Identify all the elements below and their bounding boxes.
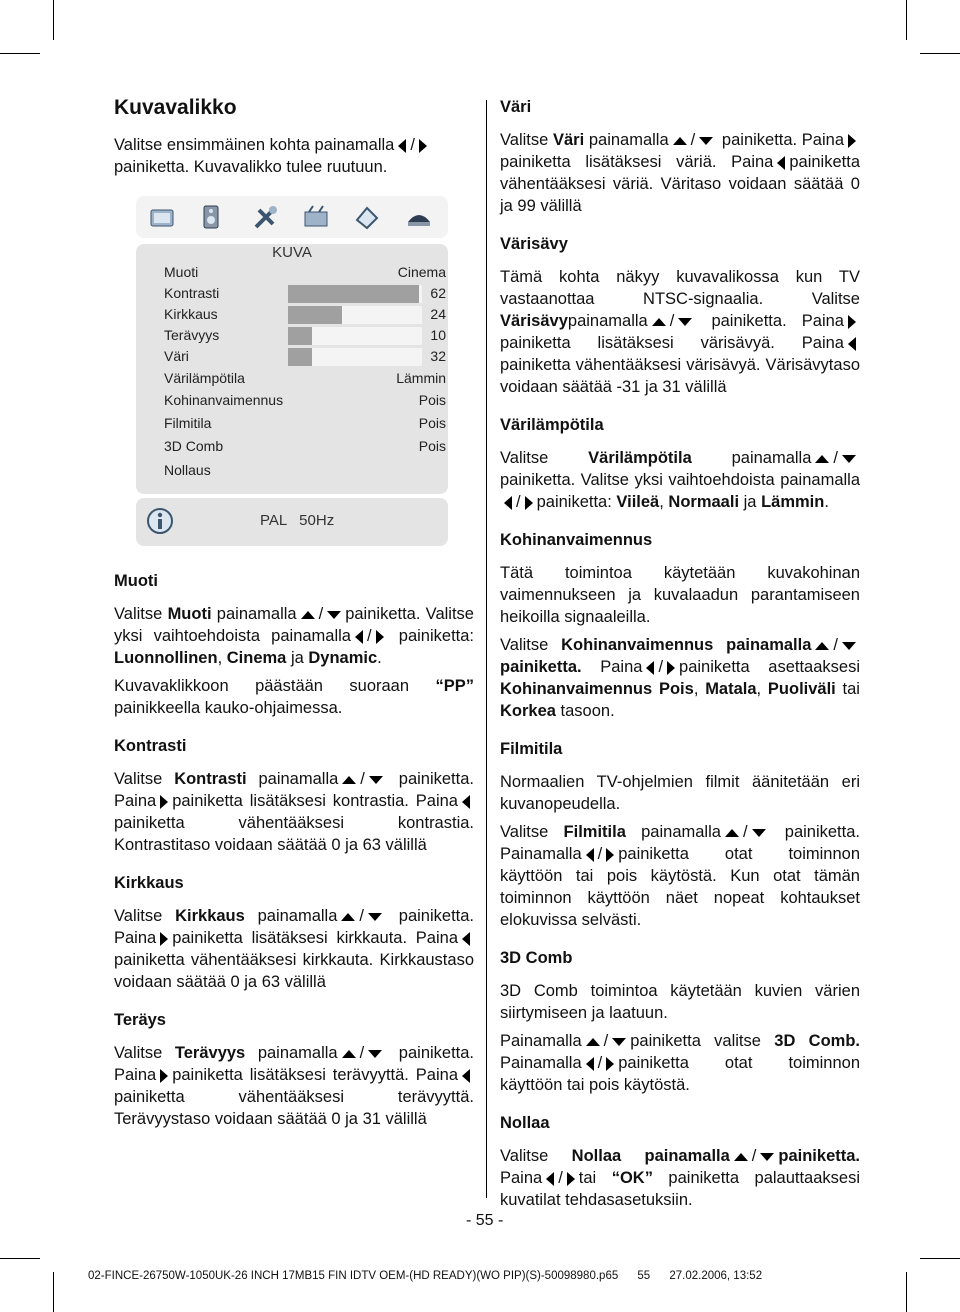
left-arrow-icon: [777, 156, 785, 170]
down-arrow-icon: [327, 611, 341, 619]
picture-menu-screenshot: [136, 196, 448, 546]
right-arrow-icon: [606, 1057, 614, 1071]
menu-row[interactable]: [164, 348, 446, 368]
menu-row[interactable]: [164, 438, 446, 458]
install-icon: [404, 202, 434, 232]
menu-row-value: Pois: [418, 392, 446, 408]
section-heading-kontrasti: Kontrasti: [114, 737, 187, 755]
section-heading-filmitila: Filmitila: [500, 740, 563, 758]
right-arrow-icon: [160, 932, 168, 946]
vari-paragraph: Valitse Väri painamalla / painiketta. Painapainiketta lisätäksesi väriä. Paina painiketta vähentääksesi väriä. Väritaso voidaan säätää 0 ja 99 välillä: [500, 131, 860, 215]
varisavy-paragraph: Tämä kohta näkyy kuvavalikossa kun TV vastaanottaa NTSC-signaalia. Valitse Värisävypainamalla / painiketta. Painapainiketta lisätäksesi värisävyä. Painapainiketta vähentääksesi värisävyä. Värisävytaso voidaan säätää -31 ja 31 välillä: [500, 268, 860, 396]
up-arrow-icon: [586, 1038, 600, 1046]
level-bar-fill: [288, 285, 419, 303]
menu-row[interactable]: [164, 264, 446, 284]
kirkkaus-paragraph: Valitse Kirkkaus painamalla / painiketta. Paina painiketta lisätäksesi kirkkauta. Painapainiketta vähentääksesi kirkkauta. Kirkkaustaso voidaan säätää 0 ja 63 välillä: [114, 907, 474, 991]
menu-row-label: Väri: [164, 348, 189, 364]
right-arrow-icon: [848, 134, 856, 148]
up-arrow-icon: [815, 455, 829, 463]
filmitila-paragraph-1: Normaalien TV-ohjelmien filmit äänitetään eri kuvanopeudella.: [500, 773, 860, 813]
menu-row-value: 62: [430, 285, 446, 301]
level-bar-fill: [288, 327, 312, 345]
muoti-paragraph-1: Valitse Muoti painamalla / painiketta. Valitse yksi vaihtoehdoista painamalla / painiketta: Luonnollinen, Cinema ja Dynamic.: [114, 605, 474, 667]
menu-row-value: Lämmin: [396, 370, 446, 386]
menu-row-value: 32: [430, 348, 446, 364]
down-arrow-icon: [678, 318, 692, 326]
section-heading-kirkkaus: Kirkkaus: [114, 874, 184, 892]
menu-row-value: Cinema: [397, 264, 446, 280]
section-heading-nollaa: Nollaa: [500, 1114, 550, 1132]
menu-row-label: Kontrasti: [164, 285, 220, 301]
page-title: Kuvavalikko: [114, 96, 237, 119]
right-arrow-icon: [567, 1172, 575, 1186]
up-arrow-icon: [301, 611, 315, 619]
menu-row[interactable]: [164, 306, 446, 326]
down-arrow-icon: [368, 913, 382, 921]
left-arrow-icon: [848, 337, 856, 351]
up-arrow-icon: [342, 776, 356, 784]
menu-row-value: 24: [430, 306, 446, 322]
menu-title: KUVA: [272, 244, 312, 261]
up-arrow-icon: [342, 1050, 356, 1058]
section-heading-kohinanvaimennus: Kohinanvaimennus: [500, 531, 653, 549]
menu-row-value: Pois: [418, 438, 446, 454]
left-arrow-icon: [398, 139, 406, 153]
section-heading-vari: Väri: [500, 98, 532, 116]
left-arrow-icon: [586, 848, 594, 862]
menu-row[interactable]: [164, 285, 446, 305]
right-arrow-icon: [376, 630, 384, 644]
picture-icon: [148, 202, 178, 232]
menu-row-label: Kirkkaus: [164, 306, 218, 322]
down-arrow-icon: [699, 137, 713, 145]
level-bar-fill: [288, 348, 312, 366]
crop-mark: [906, 0, 907, 40]
menu-row-label: Värilämpötila: [164, 370, 245, 386]
comb-paragraph-2: Painamalla / painiketta valitse 3D Comb. Painamalla / painiketta otat toiminnon käyttöön tai pois käytöstä.: [500, 1032, 860, 1094]
section-heading-3d-comb: 3D Comb: [500, 949, 573, 967]
menu-row-label: Nollaus: [164, 462, 211, 478]
down-arrow-icon: [612, 1038, 626, 1046]
left-arrow-icon: [504, 496, 512, 510]
kohina-paragraph-2: Valitse Kohinanvaimennus painamalla /painiketta. Paina / painiketta asettaaksesi Kohinanvaimennus Pois, Matala, Puoliväli tai Korkea tasoon.: [500, 636, 860, 720]
up-arrow-icon: [652, 318, 666, 326]
menu-row[interactable]: [164, 392, 446, 412]
right-arrow-icon: [160, 795, 168, 809]
right-arrow-icon: [667, 661, 675, 675]
column-divider: [486, 100, 487, 1198]
menu-row-label: Muoti: [164, 264, 199, 280]
setup-icon: [301, 202, 331, 232]
section-heading-varisavy: Värisävy: [500, 235, 568, 253]
menu-row[interactable]: [164, 370, 446, 390]
print-footer: 02-FINCE-26750W-1050UK-26 INCH 17MB15 FIN IDTV OEM-(HD READY)(WO PIP)(S)-50098980.p65 55 27.02.2006, 13:52: [88, 1270, 763, 1282]
menu-row[interactable]: [164, 415, 446, 435]
right-arrow-icon: [606, 848, 614, 862]
down-arrow-icon: [752, 829, 766, 837]
tools-icon: [251, 202, 281, 232]
menu-row-label: Kohinanvaimennus: [164, 392, 284, 408]
up-arrow-icon: [673, 137, 687, 145]
up-arrow-icon: [341, 913, 355, 921]
down-arrow-icon: [369, 776, 383, 784]
menu-row-label: Filmitila: [164, 415, 212, 431]
left-arrow-icon: [646, 661, 654, 675]
source-icon: [351, 202, 381, 232]
up-arrow-icon: [725, 829, 739, 837]
muoti-paragraph-2: Kuvavaklikkoon päästään suoraan “PP” painikkeella kauko-ohjaimessa.: [114, 677, 474, 717]
intro-paragraph: Valitse ensimmäinen kohta painamalla / painiketta. Kuvavalikko tulee ruutuun.: [114, 134, 474, 178]
picture-menu-panel: [136, 244, 448, 494]
menu-icon-bar: [136, 196, 448, 238]
terays-paragraph: Valitse Terävyys painamalla / painiketta. Paina painiketta lisätäksesi terävyyttä. Painapainiketta vähentääksesi terävyyttä. Terävyystaso voidaan säätää 0 ja 31 välillä: [114, 1044, 475, 1128]
right-column: [500, 92, 860, 1217]
menu-row-label: Terävyys: [164, 327, 220, 343]
nollaa-paragraph: Valitse Nollaa painamalla / painiketta. Paina / tai “OK” painiketta palauttaaksesi kuvatilat tehdasasetuksiin.: [500, 1147, 860, 1209]
left-arrow-icon: [462, 932, 470, 946]
up-arrow-icon: [734, 1153, 748, 1161]
kontrasti-paragraph: Valitse Kontrasti painamalla / painiketta. Paina painiketta lisätäksesi kontrastia. Painapainiketta vähentääksesi kontrastia. Kontrastitaso voidaan säätää 0 ja 63 välillä: [114, 770, 474, 854]
kohina-paragraph-1: Tätä toimintoa käytetään kuvakohinan vaimennukseen ja kuvalaadun parantamiseen heikoilla signaaleilla.: [500, 564, 860, 626]
down-arrow-icon: [842, 642, 856, 650]
menu-row[interactable]: [164, 462, 446, 482]
menu-row-value: Pois: [418, 415, 446, 431]
section-heading-varilampotila: Värilämpötila: [500, 416, 604, 434]
crop-mark: [920, 1258, 960, 1259]
right-arrow-icon: [525, 496, 533, 510]
menu-row-value: 10: [430, 327, 446, 343]
right-arrow-icon: [160, 1069, 168, 1083]
right-arrow-icon: [419, 139, 427, 153]
left-column: [114, 92, 474, 1136]
level-bar-fill: [288, 306, 342, 324]
left-arrow-icon: [546, 1172, 554, 1186]
crop-mark: [53, 0, 54, 40]
up-arrow-icon: [815, 642, 829, 650]
crop-mark: [906, 1272, 907, 1312]
left-arrow-icon: [355, 630, 363, 644]
comb-paragraph-1: 3D Comb toimintoa käytetään kuvien värien siirtymiseen ja laatuun.: [500, 982, 860, 1022]
menu-row[interactable]: [164, 327, 446, 347]
down-arrow-icon: [760, 1153, 774, 1161]
info-icon: [146, 507, 174, 535]
right-arrow-icon: [848, 315, 856, 329]
left-arrow-icon: [462, 795, 470, 809]
crop-mark: [0, 53, 40, 54]
crop-mark: [920, 53, 960, 54]
signal-info: PAL 50Hz: [260, 512, 335, 529]
varilampotila-paragraph: Valitse Värilämpötila painamalla / painiketta. Valitse yksi vaihtoehdoista painamalla/ painiketta: Viileä, Normaali ja Lämmin.: [500, 449, 860, 511]
left-arrow-icon: [462, 1069, 470, 1083]
down-arrow-icon: [368, 1050, 382, 1058]
menu-row-label: 3D Comb: [164, 438, 224, 454]
down-arrow-icon: [842, 455, 856, 463]
section-heading-terays: Teräys: [114, 1011, 166, 1029]
section-heading-muoti: Muoti: [114, 572, 158, 590]
page-number: - 55 -: [466, 1212, 504, 1229]
filmitila-paragraph-2: Valitse Filmitila painamalla / painiketta. Painamalla / painiketta otat toiminnon käyttöön tai pois käytöstä. Kun otat tämän toiminnon käyttöön näet nopeat kohtaukset elokuvissa selvästi.: [500, 823, 860, 929]
left-arrow-icon: [586, 1057, 594, 1071]
crop-mark: [0, 1258, 40, 1259]
crop-mark: [53, 1272, 54, 1312]
sound-icon: [196, 202, 226, 232]
menu-status-bar: [136, 498, 448, 546]
